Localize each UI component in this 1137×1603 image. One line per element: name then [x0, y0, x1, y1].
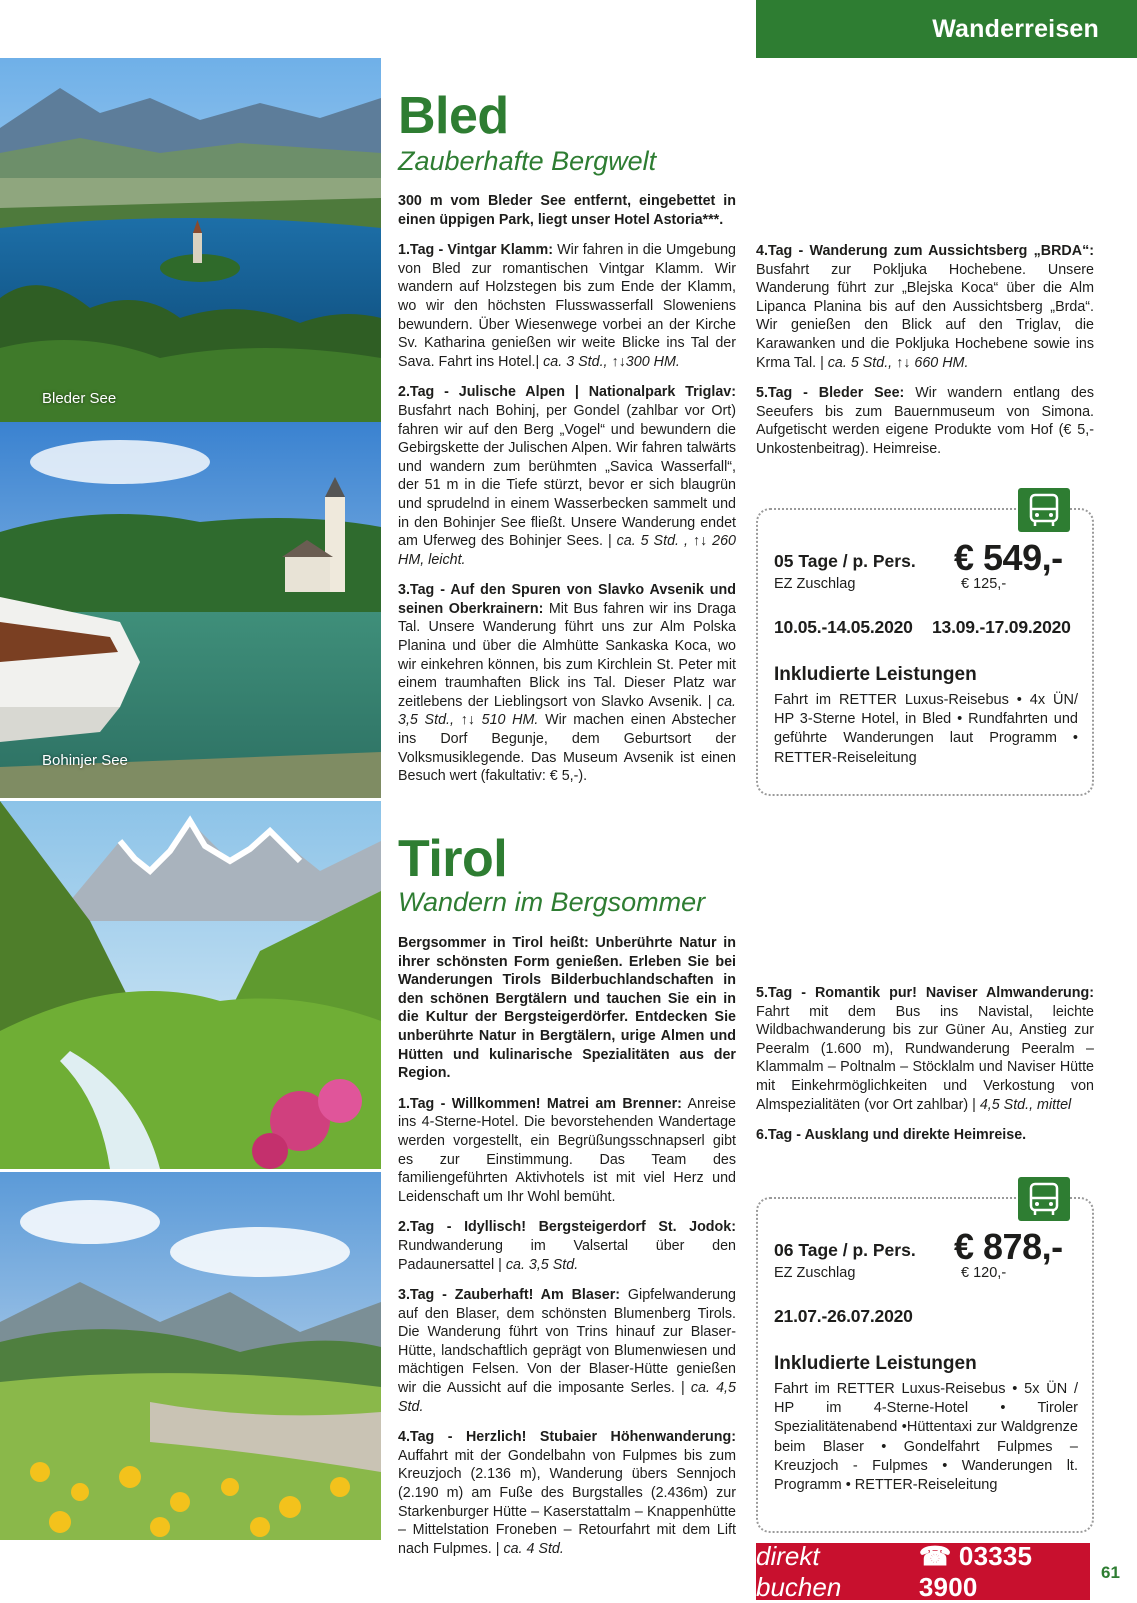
bled-title: Bled — [398, 87, 509, 145]
bled-included-text: Fahrt im RETTER Luxus-Reisebus • 4x ÜN/ HP 3-Sterne Hotel, in Bled • Rundfahrten und geführte Wanderungen laut Programm • RETTER-Reiseleitung — [774, 692, 1078, 766]
tirol-day5-text: Fahrt mit dem Bus ins Navistal, leichte Wildbachwanderung bis zur Güner Au, Anstieg zur Peeralm (1.600 m), Rundwanderung Peeralm – Klammalm – Poltnalm – Stöcklalm und Naviser Hütte mit Einkehrmöglichkeiten und Verkostung von Almspezialitäten (vor Ort zahlbar) | — [756, 1003, 1094, 1113]
tirol-price-box — [756, 1197, 1094, 1533]
tirol-included-text: Fahrt im RETTER Luxus-Reisebus • 5x ÜN / HP im 4-Sterne-Hotel • Tiroler Spezialitätenabend •Hüttentaxi zur Waldgrenze beim Blaser • Gondelfahrt Fulpmes – Kreuzjoch - Fulpmes • Wanderungen lt. Programm • RETTER-Reiseleitung — [774, 1381, 1078, 1494]
tirol-day2-text: Rundwanderung im Valsertal über den Padaunersattel | — [398, 1237, 736, 1273]
tirol-day1-heading: 1.Tag - Willkommen! Matrei am Brenner: — [398, 1095, 682, 1112]
booking-cta: direkt buchen — [756, 1540, 842, 1602]
caption-bohinj-lake: Bohinjer See — [42, 752, 128, 769]
bled-date-1: 10.05.-14.05.2020 — [774, 617, 913, 637]
bled-price: € 549,- — [954, 537, 1063, 578]
booking-phone[interactable] — [919, 1541, 1090, 1603]
bled-day4-note: ca. 5 Std., ↑↓ 660 HM. — [827, 354, 969, 371]
tirol-day5-note: 4,5 Std., mittel — [979, 1096, 1072, 1113]
bled-date-2: 13.09.-17.09.2020 — [932, 617, 1071, 637]
tirol-day4-heading: 4.Tag - Herzlich! Stubaier Höhenwanderung: — [398, 1429, 736, 1446]
bled-day4-heading: 4.Tag - Wanderung zum Aussichtsberg „BRDA“: — [756, 243, 1094, 259]
tirol-day2-heading: 2.Tag - Idyllisch! Bergsteigerdorf St. Jodok: — [398, 1219, 736, 1236]
tirol-day6-heading: 6.Tag - Ausklang und direkte Heimreise. — [756, 1127, 1027, 1144]
section-tab — [756, 0, 1137, 58]
bled-included-title: Inkludierte Leistungen — [774, 664, 977, 685]
bled-day2-note: ca. 5 Std. , ↑↓ 260 HM, leicht. — [398, 533, 736, 568]
booking-banner[interactable] — [756, 1540, 1090, 1602]
bled-day3-heading: 3.Tag - Auf den Spuren von Slavko Avsenik und seinen Oberkrainern: — [398, 582, 736, 617]
phone-number: 03335 3900 — [918, 1540, 1033, 1602]
bled-day3-text: Mit Bus fahren wir ins Draga Tal. Unsere Wanderung führt uns zur Alm Polska Planina und über die Almhütte Sankaska Koca, wo wir einkehren können, bis zum Kirchlein St. Peter mit einem traumhaften Blick ins Tal. Dieser Platz war zeitlebens der Lieblingsort von Slavko Avsenik. | — [398, 600, 736, 710]
tirol-day5-heading: 5.Tag - Romantik pur! Naviser Almwanderung: — [756, 985, 1094, 1001]
bus-icon — [1018, 488, 1070, 532]
phone-icon: ☎ — [918, 1540, 952, 1571]
bled-day2-text: Busfahrt nach Bohinj, per Gondel (zahlbar vor Ort) fahren wir auf den Berg „Vogel“ und bewundern die Gebirgskette der Julischen Alpen. Wir fahren talwärts und wandern zum berühmten „Savica Wasserfall“, der 51 m in die Tiefe stürzt, bevor er sich blaugrün und sprudelnd in einem Wasserbecken sammelt und in den Bohinjer See fließt. Unsere Wanderung endet am Uferweg des Bohinjer Sees. | — [398, 402, 736, 550]
tirol-included-title: Inkludierte Leistungen — [774, 1353, 977, 1374]
bled-day5-heading: 5.Tag - Bleder See: — [756, 385, 905, 402]
bled-single-price: € 125,- — [961, 576, 1007, 592]
bled-column-left — [398, 192, 736, 798]
tirol-single-price: € 120,- — [961, 1265, 1007, 1281]
tirol-column-left — [398, 934, 736, 1570]
bus-icon — [1018, 1177, 1070, 1221]
bled-subtitle: Zauberhafte Bergwelt — [398, 146, 657, 176]
bled-day1-heading: 1.Tag - Vintgar Klamm: — [398, 242, 553, 259]
bled-single-label: EZ Zuschlag — [774, 576, 856, 592]
photo-tirol-valley — [0, 801, 381, 1169]
bled-intro: 300 m vom Bleder See entfernt, eingebettet in einen üppigen Park, liegt unser Hotel Astoria***. — [398, 193, 736, 228]
tirol-column-right — [756, 984, 1094, 1157]
bled-day3-tail: Wir machen einen Abstecher ins Dorf Begunje, dem Geburtsort der Volksmusiklegende. Das Museum Avsenik ist einen Besuch wert (fakultativ: € 5,-). — [398, 712, 736, 785]
tirol-price: € 878,- — [954, 1226, 1063, 1267]
bled-column-right — [756, 242, 1094, 471]
bled-day5-text: Wir wandern entlang des Seeufers bis zum Bauernmuseum von Simona. Aufgetischt werden eigene Produkte vom Hof (€ 5,- Unkostenbeitrag). Heimreise. — [756, 385, 1094, 457]
page-number: 61 — [1101, 1563, 1120, 1582]
bled-day3-note: ca. 3,5 Std., ↑↓ 510 HM. — [398, 693, 736, 729]
bled-day4-text: Busfahrt zur Pokljuka Hochebene. Unsere Wanderung führt zur „Blejska Koca“ über die Alm Lipanca Planina bis auf den Aussichtsberg „Brda“. Wir genießen den Blick auf den Triglav, die Karawanken und die Pokljuka Hochebene sowie ins Krma Tal. | — [756, 261, 1094, 371]
bled-day1-text: Wir fahren in die Umgebung von Bled zur romantischen Vintgar Klamm. Wir wandern auf Holzstegen bis zum Ende der Klamm, wo wir den höchsten Flusswasserfall Sloweniens bewundern. Über Wiesenwege vorbei an der Kirche Sv. Katharina genießen wir weite Blicke ins Tal der Sava. Fahrt ins Hotel.| — [398, 242, 736, 370]
tirol-day4-note: ca. 4 Std. — [503, 1540, 564, 1557]
bled-duration: 05 Tage / p. Pers. — [774, 551, 916, 571]
tirol-day1-text: Anreise ins 4-Sterne-Hotel. Die bevorstehenden Wandertage werden vorgestellt, ein Begrüßungsschnapserl gibt es zur Einstimmung. Das Team des familiengeführten Aktivhotels ist mit viel Herz und Leidenschaft um Ihr Wohl bemüht. — [398, 1095, 736, 1205]
bled-day1-note: ca. 3 Std., ↑↓300 HM. — [543, 353, 680, 370]
tirol-title: Tirol — [398, 830, 508, 888]
caption-bled-lake: Bleder See — [42, 390, 117, 407]
tirol-day2-note: ca. 3,5 Std. — [505, 1256, 579, 1273]
tirol-single-label: EZ Zuschlag — [774, 1265, 856, 1281]
tirol-duration: 06 Tage / p. Pers. — [774, 1240, 916, 1260]
photo-bled-lake — [0, 58, 381, 422]
tirol-day3-text: Gipfelwanderung auf den Blaser, dem schönsten Blumenberg Tirols. Die Wanderung führt von Trins hinauf zur Blaser-Hütte, landschaftlich geprägt von Blumenwiesen und mächtigen Felsen. Von der Blaser-Hütte genießen wir die Aussicht auf die imposante Serles. | — [398, 1287, 736, 1397]
tirol-day3-heading: 3.Tag - Zauberhaft! Am Blaser: — [398, 1287, 621, 1304]
bled-day2-heading: 2.Tag - Julische Alpen | Nationalpark Triglav: — [398, 384, 736, 401]
tirol-day4-text: Auffahrt mit der Gondelbahn von Fulpmes bis zum Kreuzjoch (2.136 m), Wanderung übers Sennjoch (2.190 m) am Fuße des Burgstalles (2.436m) zur Starkenburger Hütte – Kaserstattalm – Knappenhütte – Mittelstation Froneben – Retourfahrt mit dem Lift nach Fulpmes. | — [398, 1447, 736, 1557]
tirol-date-1: 21.07.-26.07.2020 — [774, 1306, 913, 1326]
tirol-day3-note: ca. 4,5 Std. — [398, 1380, 736, 1415]
photo-bohinj-lake — [0, 422, 381, 798]
bled-price-box — [756, 508, 1094, 796]
section-title: Wanderreisen — [932, 14, 1099, 43]
tirol-intro: Bergsommer in Tirol heißt: Unberührte Natur in ihrer schönsten Form genießen. Erleben Sie bei Wanderungen Tirols Bilderbuchlandschaften in den schönen Bergtälern und tauchen Sie ein in die Kultur der Bergsteigerdörfer. Entdecken Sie unberührte Natur in Bergtälern, urige Almen und Hütten und kulinarische Spezialitäten aus der Region. — [398, 935, 736, 1082]
photo-tirol-meadow — [0, 1172, 381, 1540]
tirol-subtitle: Wandern im Bergsommer — [398, 887, 706, 917]
